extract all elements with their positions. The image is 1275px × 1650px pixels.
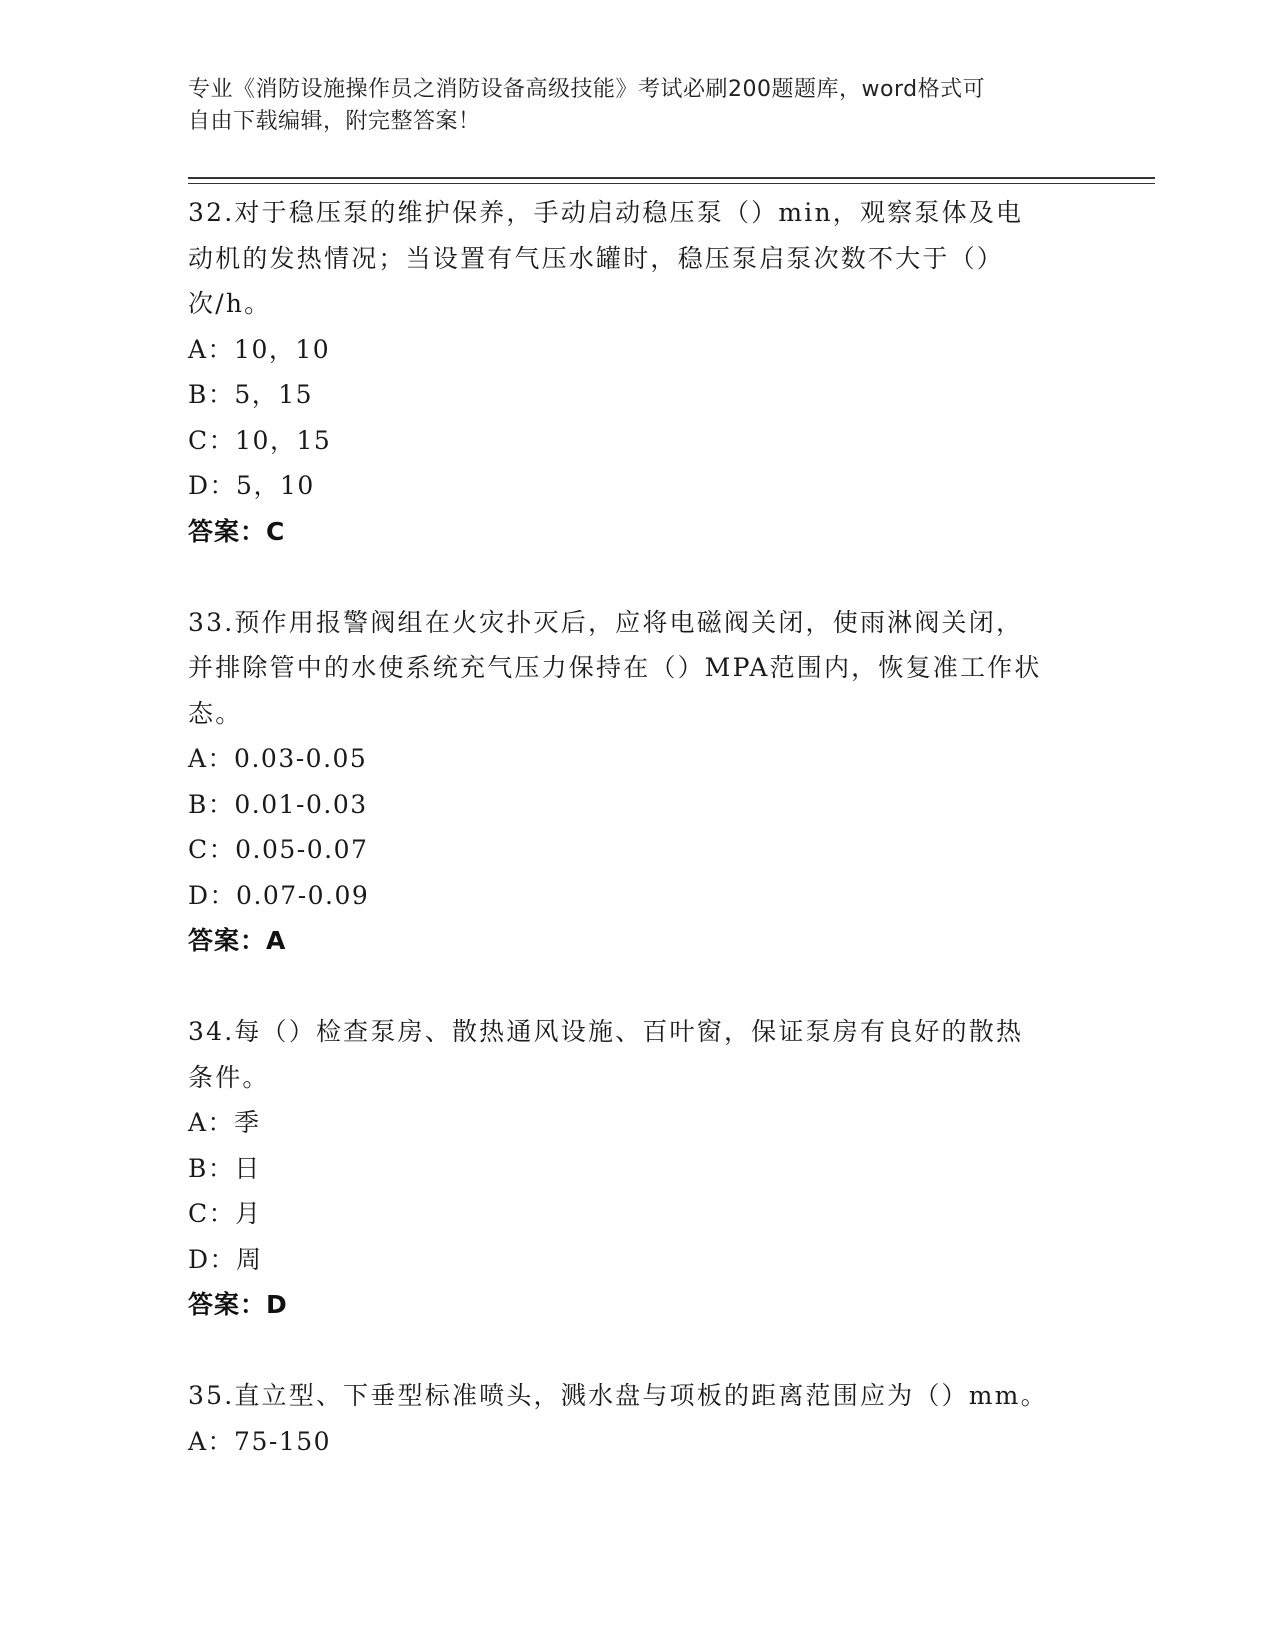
- question-stem-line: 33.预作用报警阀组在火灾扑灭后，应将电磁阀关闭，使雨淋阀关闭，: [188, 607, 1024, 637]
- question-stem-line: 34.每（）检查泵房、散热通风设施、百叶窗，保证泵房有良好的散热: [188, 1017, 1024, 1046]
- question-spacer: [188, 554, 1088, 600]
- question-stem-line: 35.直立型、下垂型标准喷头，溅水盘与项板的距离范围应为（）mm。: [188, 1381, 1048, 1410]
- question-33: [188, 600, 1088, 1010]
- question-stem-line: 条件。: [188, 1062, 270, 1092]
- option-b: B：日: [188, 1153, 261, 1183]
- question-list: [188, 190, 1088, 1464]
- option-a: A：0.03-0.05: [188, 744, 368, 773]
- header-divider-thick: [188, 177, 1155, 179]
- option-a: A：10，10: [188, 334, 331, 364]
- question-32: [188, 190, 1088, 600]
- question-spacer: [188, 964, 1088, 1010]
- option-a: A：季: [188, 1108, 261, 1137]
- question-spacer: [188, 1328, 1088, 1374]
- option-b: B：0.01-0.03: [188, 789, 368, 819]
- question-stem-line: 动机的发热情况；当设置有气压水罐时，稳压泵启泵次数不大于（）: [188, 243, 1005, 273]
- question-stem-line: 并排除管中的水使系统充气压力保持在（）MPA范围内，恢复准工作状: [188, 653, 1042, 682]
- option-c: C：0.05-0.07: [188, 835, 369, 864]
- option-c: C：月: [188, 1199, 262, 1228]
- header-divider-thin: [188, 183, 1155, 184]
- answer-label: 答案：A: [188, 926, 287, 955]
- question-35: [188, 1373, 1088, 1464]
- question-34: [188, 1009, 1088, 1373]
- question-stem-line: 次/h。: [188, 289, 272, 318]
- question-stem-line: 态。: [188, 698, 243, 728]
- option-d: D：5，10: [188, 471, 315, 500]
- option-d: D：0.07-0.09: [188, 880, 370, 910]
- header-line-1: 专业《消防设施操作员之消防设备高级技能》考试必刷200题题库，word格式可: [188, 77, 986, 102]
- document-header: [188, 74, 1068, 138]
- option-b: B：5，15: [188, 380, 314, 409]
- header-line-2: 自由下载编辑，附完整答案！: [188, 109, 481, 134]
- option-a: A：75-150: [188, 1426, 332, 1456]
- option-c: C：10，15: [188, 425, 332, 455]
- answer-label: 答案：D: [188, 1290, 288, 1319]
- answer-label: 答案：C: [188, 516, 286, 546]
- option-d: D：周: [188, 1244, 263, 1274]
- question-stem-line: 32.对于稳压泵的维护保养，手动启动稳压泵（）min，观察泵体及电: [188, 198, 1024, 227]
